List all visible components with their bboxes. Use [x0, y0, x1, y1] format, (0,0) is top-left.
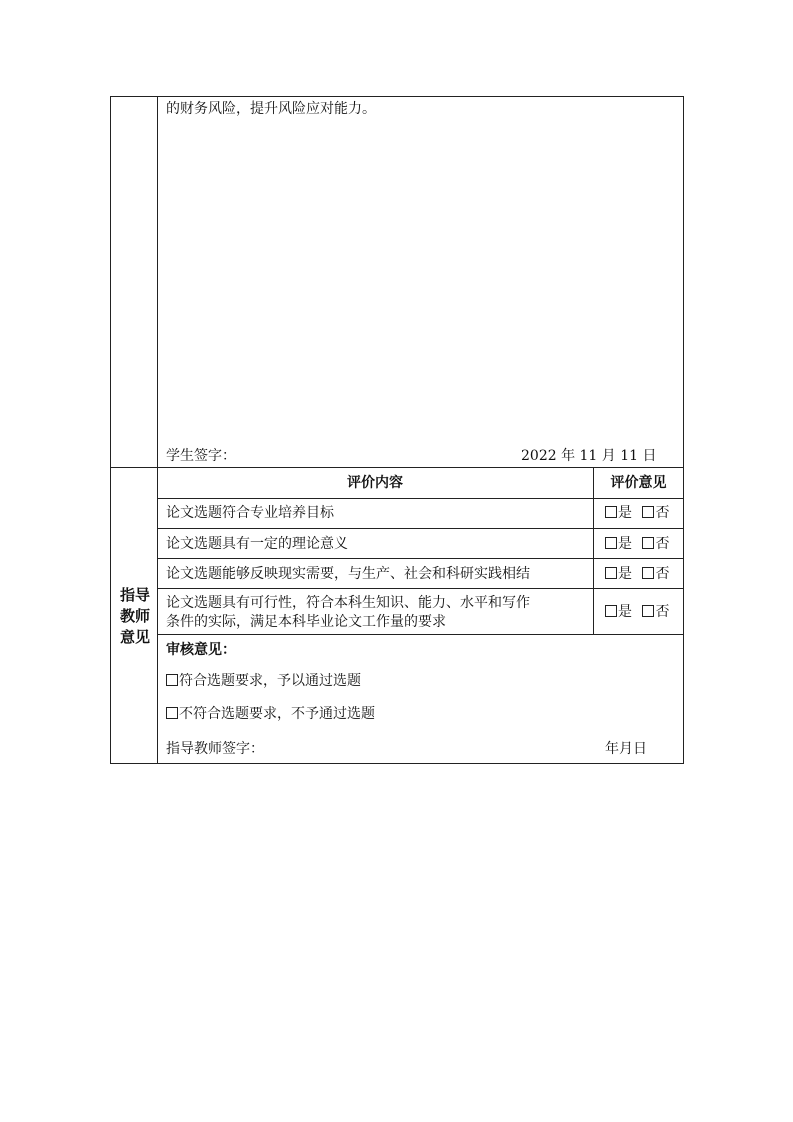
yes-checkbox[interactable] — [605, 567, 617, 579]
no-checkbox[interactable] — [642, 506, 654, 518]
criterion-opinion — [605, 565, 669, 583]
teacher-section-label-line: 教师 — [119, 607, 150, 625]
no-checkbox[interactable] — [642, 537, 654, 549]
no-label: 否 — [655, 505, 670, 521]
no-label: 否 — [655, 566, 670, 582]
teacher-signature-label: 指导教师签字： — [166, 741, 264, 757]
approve-label: 符合选题要求，予以通过选题 — [179, 673, 361, 689]
student-text-continuation: 的财务风险，提升风险应对能力。 — [166, 101, 376, 117]
review-title: 审核意见： — [166, 642, 236, 658]
reject-checkbox[interactable] — [166, 707, 178, 719]
table-border-left — [110, 96, 111, 764]
row-divider — [157, 528, 684, 529]
review-option-reject — [166, 705, 375, 723]
yes-label: 是 — [618, 566, 632, 582]
table-border-bottom — [110, 763, 684, 764]
criterion-text: 论文选题具有一定的理论意义 — [166, 536, 348, 552]
teacher-section-label-line: 意见 — [119, 628, 150, 646]
criterion-text: 论文选题能够反映现实需要，与生产、社会和科研实践相结 — [166, 566, 530, 582]
yes-label: 是 — [618, 505, 632, 521]
teacher-section-label-line: 指导 — [119, 586, 150, 604]
row-divider — [157, 588, 684, 589]
approve-checkbox[interactable] — [166, 674, 178, 686]
opinion-column-divider — [593, 467, 594, 635]
yes-label: 是 — [618, 604, 632, 620]
review-option-approve — [166, 672, 361, 690]
row-divider — [157, 498, 684, 499]
row-divider — [157, 558, 684, 559]
student-date: 2022 年 11 月 11 日 — [521, 448, 657, 464]
criterion-opinion — [605, 603, 669, 621]
teacher-section-label — [116, 585, 154, 648]
no-label: 否 — [655, 536, 670, 552]
student-signature-label: 学生签字： — [166, 448, 236, 464]
no-label: 否 — [655, 604, 670, 620]
header-evaluation-opinion: 评价意见 — [610, 475, 667, 491]
yes-checkbox[interactable] — [605, 605, 617, 617]
criterion-text: 条件的实际，满足本科毕业论文工作量的要求 — [166, 614, 446, 630]
teacher-date-label: 年月日 — [605, 741, 647, 757]
table-border-right — [683, 96, 684, 764]
criterion-text: 论文选题具有可行性，符合本科生知识、能力、水平和写作 — [166, 595, 530, 611]
yes-label: 是 — [618, 536, 632, 552]
header-evaluation-content: 评价内容 — [347, 475, 403, 491]
yes-checkbox[interactable] — [605, 537, 617, 549]
table-border-top — [110, 96, 684, 97]
no-checkbox[interactable] — [642, 567, 654, 579]
label-column-divider — [157, 96, 158, 764]
yes-checkbox[interactable] — [605, 506, 617, 518]
criterion-opinion — [605, 535, 669, 553]
section-divider — [110, 467, 684, 468]
criterion-opinion — [605, 504, 669, 522]
criterion-text: 论文选题符合专业培养目标 — [166, 505, 334, 521]
reject-label: 不符合选题要求，不予通过选题 — [179, 706, 375, 722]
no-checkbox[interactable] — [642, 605, 654, 617]
row-divider — [157, 634, 684, 635]
